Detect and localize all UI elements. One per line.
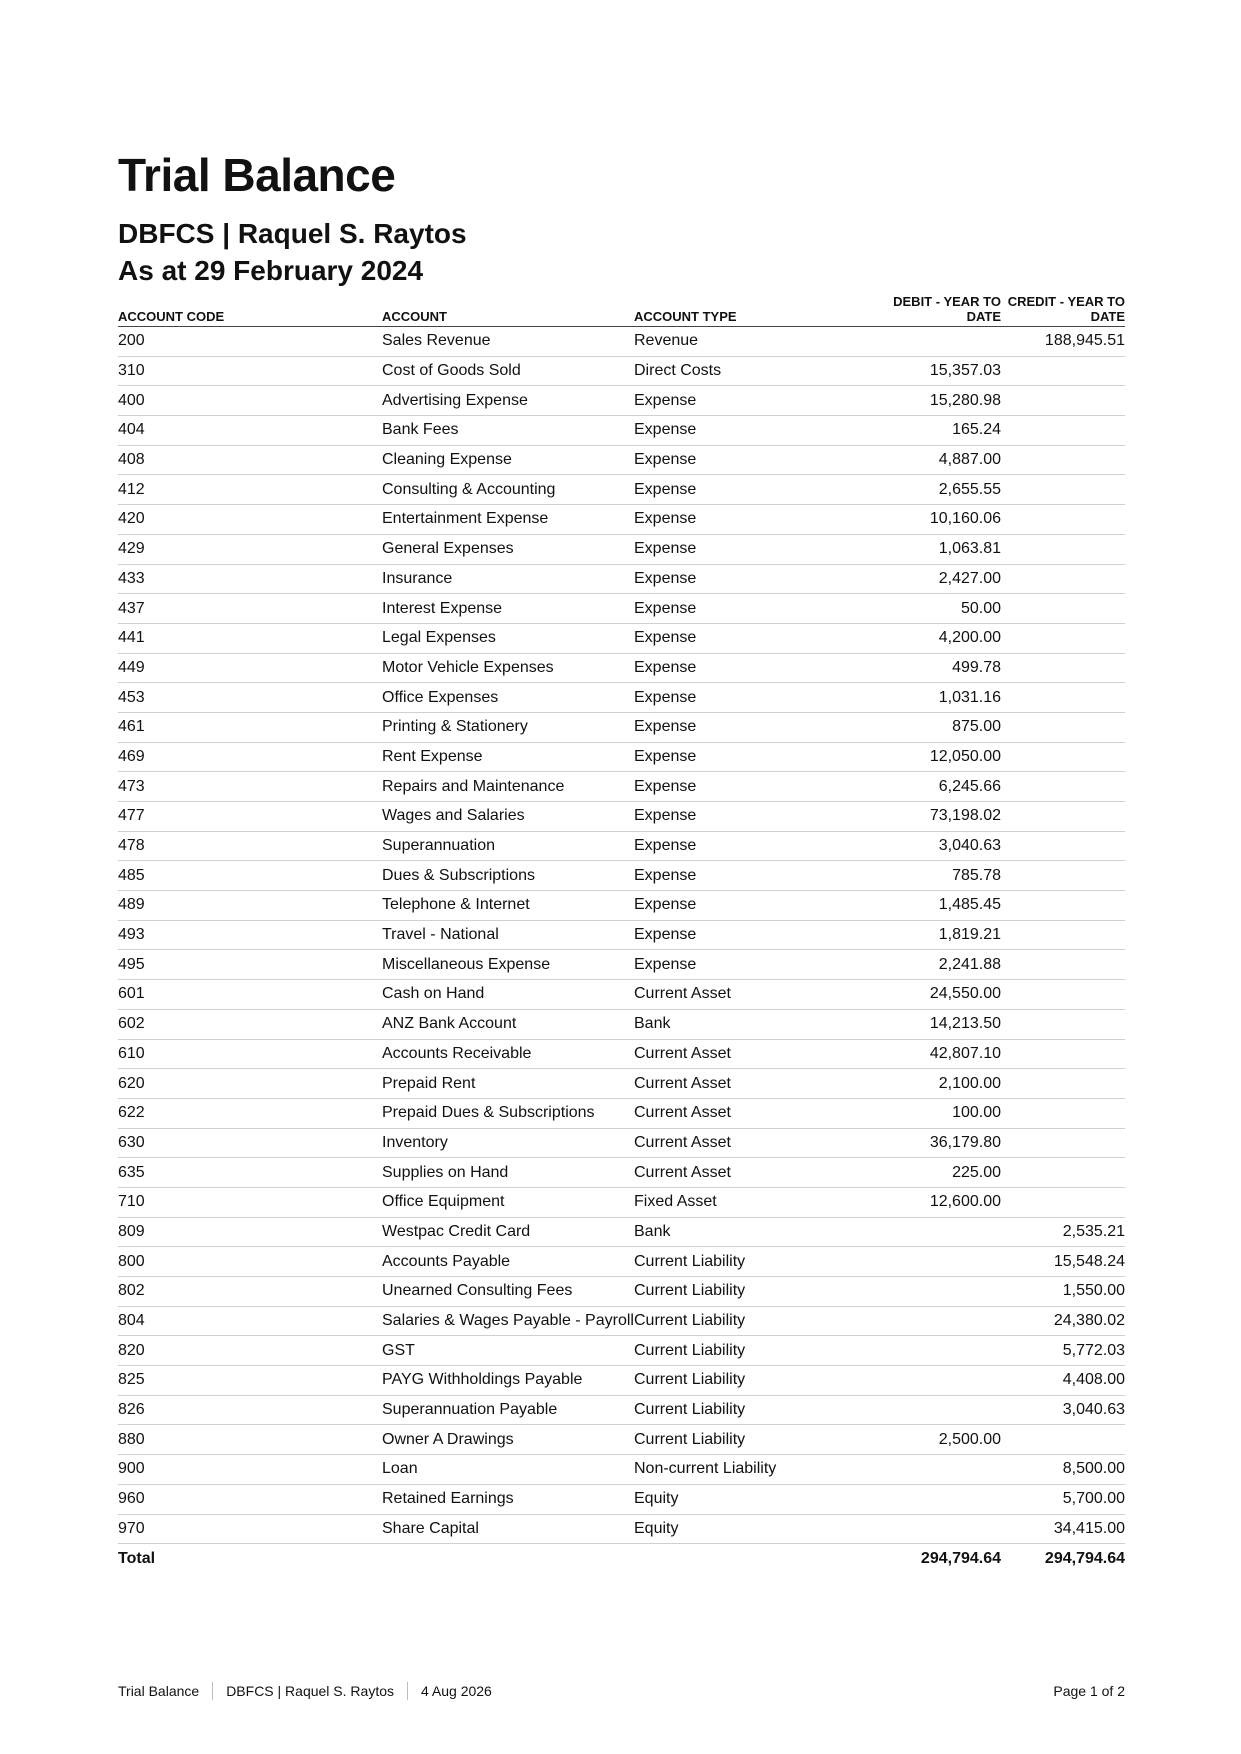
cell-credit: 4,408.00 — [1001, 1366, 1125, 1396]
cell-debit: 42,807.10 — [874, 1039, 1001, 1069]
cell-debit: 1,819.21 — [874, 920, 1001, 950]
cell-account-type: Current Liability — [634, 1306, 874, 1336]
table-row — [118, 1009, 1125, 1039]
cell-debit: 24,550.00 — [874, 980, 1001, 1010]
cell-account-name: Superannuation Payable — [382, 1395, 634, 1425]
cell-account-type: Expense — [634, 950, 874, 980]
cell-account-name: Telephone & Internet — [382, 891, 634, 921]
table-row — [118, 1187, 1125, 1217]
cell-account-type: Expense — [634, 712, 874, 742]
cell-debit: 4,887.00 — [874, 445, 1001, 475]
cell-account-name: Inventory — [382, 1128, 634, 1158]
footer-page-number: Page 1 of 2 — [1053, 1683, 1125, 1699]
cell-account-name: Cleaning Expense — [382, 445, 634, 475]
cell-account-type: Expense — [634, 505, 874, 535]
cell-credit — [1001, 356, 1125, 386]
cell-account-type: Fixed Asset — [634, 1187, 874, 1217]
cell-account-name: Consulting & Accounting — [382, 475, 634, 505]
cell-debit: 785.78 — [874, 861, 1001, 891]
cell-debit: 14,213.50 — [874, 1009, 1001, 1039]
cell-account-name: Loan — [382, 1455, 634, 1485]
cell-account-name: GST — [382, 1336, 634, 1366]
cell-debit: 100.00 — [874, 1098, 1001, 1128]
cell-credit: 34,415.00 — [1001, 1514, 1125, 1544]
table-row — [118, 1366, 1125, 1396]
cell-credit — [1001, 386, 1125, 416]
cell-account-code: 489 — [118, 891, 382, 921]
cell-account-name: Printing & Stationery — [382, 712, 634, 742]
cell-debit — [874, 1277, 1001, 1307]
footer-divider — [407, 1682, 408, 1700]
cell-debit: 6,245.66 — [874, 772, 1001, 802]
cell-credit — [1001, 1425, 1125, 1455]
cell-account-type: Bank — [634, 1009, 874, 1039]
cell-account-name: Share Capital — [382, 1514, 634, 1544]
cell-account-name: Unearned Consulting Fees — [382, 1277, 634, 1307]
cell-account-code: 400 — [118, 386, 382, 416]
cell-credit — [1001, 623, 1125, 653]
cell-account-type: Current Liability — [634, 1336, 874, 1366]
cell-account-name: Travel - National — [382, 920, 634, 950]
cell-account-type: Current Liability — [634, 1366, 874, 1396]
cell-account-code: 900 — [118, 1455, 382, 1485]
table-row — [118, 1336, 1125, 1366]
cell-credit: 15,548.24 — [1001, 1247, 1125, 1277]
cell-credit — [1001, 1069, 1125, 1099]
table-row — [118, 564, 1125, 594]
cell-account-code: 310 — [118, 356, 382, 386]
cell-account-code: 461 — [118, 712, 382, 742]
table-row — [118, 1158, 1125, 1188]
table-row — [118, 712, 1125, 742]
cell-debit: 1,031.16 — [874, 683, 1001, 713]
cell-debit — [874, 1217, 1001, 1247]
cell-account-type: Expense — [634, 416, 874, 446]
cell-account-code: 802 — [118, 1277, 382, 1307]
cell-credit — [1001, 712, 1125, 742]
cell-account-type: Current Liability — [634, 1247, 874, 1277]
cell-debit — [874, 1455, 1001, 1485]
cell-account-type: Equity — [634, 1514, 874, 1544]
cell-account-name: Entertainment Expense — [382, 505, 634, 535]
cell-account-type: Expense — [634, 653, 874, 683]
cell-debit — [874, 1514, 1001, 1544]
footer-date: 4 Aug 2026 — [421, 1683, 492, 1699]
table-row — [118, 327, 1125, 357]
header-credit: CREDIT - YEAR TO DATE — [1001, 288, 1125, 327]
cell-account-code: 804 — [118, 1306, 382, 1336]
cell-credit: 2,535.21 — [1001, 1217, 1125, 1247]
cell-credit — [1001, 980, 1125, 1010]
cell-debit: 165.24 — [874, 416, 1001, 446]
cell-account-name: Retained Earnings — [382, 1484, 634, 1514]
table-row — [118, 861, 1125, 891]
cell-account-code: 710 — [118, 1187, 382, 1217]
cell-account-name: Rent Expense — [382, 742, 634, 772]
cell-account-type: Expense — [634, 742, 874, 772]
cell-account-type: Expense — [634, 861, 874, 891]
cell-account-name: Repairs and Maintenance — [382, 772, 634, 802]
cell-credit — [1001, 1009, 1125, 1039]
cell-credit: 5,772.03 — [1001, 1336, 1125, 1366]
cell-account-name: Dues & Subscriptions — [382, 861, 634, 891]
cell-account-type: Current Asset — [634, 1098, 874, 1128]
table-row — [118, 1277, 1125, 1307]
cell-credit — [1001, 1128, 1125, 1158]
cell-debit: 12,600.00 — [874, 1187, 1001, 1217]
cell-debit: 4,200.00 — [874, 623, 1001, 653]
cell-debit: 12,050.00 — [874, 742, 1001, 772]
cell-debit: 10,160.06 — [874, 505, 1001, 535]
report-period: As at 29 February 2024 — [118, 255, 424, 286]
cell-debit — [874, 1366, 1001, 1396]
cell-account-type: Current Asset — [634, 980, 874, 1010]
cell-debit: 15,357.03 — [874, 356, 1001, 386]
table-row — [118, 1306, 1125, 1336]
table-body — [118, 327, 1125, 1573]
cell-account-type: Expense — [634, 772, 874, 802]
cell-credit — [1001, 475, 1125, 505]
table-row — [118, 1217, 1125, 1247]
cell-account-name: ANZ Bank Account — [382, 1009, 634, 1039]
cell-debit — [874, 1395, 1001, 1425]
cell-debit: 36,179.80 — [874, 1128, 1001, 1158]
cell-account-code: 809 — [118, 1217, 382, 1247]
cell-account-name: Accounts Payable — [382, 1247, 634, 1277]
entity-name: DBFCS | Raquel S. Raytos — [118, 218, 467, 249]
header-account-type: ACCOUNT TYPE — [634, 288, 874, 327]
cell-account-code: 453 — [118, 683, 382, 713]
table-row — [118, 1039, 1125, 1069]
table-row — [118, 772, 1125, 802]
cell-credit — [1001, 564, 1125, 594]
cell-account-name: Legal Expenses — [382, 623, 634, 653]
cell-credit — [1001, 1039, 1125, 1069]
table-row — [118, 1069, 1125, 1099]
footer-entity: DBFCS | Raquel S. Raytos — [226, 1683, 394, 1699]
cell-debit: 1,485.45 — [874, 891, 1001, 921]
cell-account-type: Current Liability — [634, 1277, 874, 1307]
cell-account-type: Current Asset — [634, 1039, 874, 1069]
cell-account-code: 630 — [118, 1128, 382, 1158]
cell-account-type: Non-current Liability — [634, 1455, 874, 1485]
cell-account-type: Expense — [634, 445, 874, 475]
cell-account-type: Expense — [634, 475, 874, 505]
cell-credit: 1,550.00 — [1001, 1277, 1125, 1307]
cell-credit — [1001, 891, 1125, 921]
table-row — [118, 1098, 1125, 1128]
cell-account-type: Expense — [634, 534, 874, 564]
cell-credit — [1001, 505, 1125, 535]
cell-debit: 2,500.00 — [874, 1425, 1001, 1455]
cell-account-type: Expense — [634, 831, 874, 861]
cell-account-name: Miscellaneous Expense — [382, 950, 634, 980]
cell-debit: 2,655.55 — [874, 475, 1001, 505]
cell-account-name: Wages and Salaries — [382, 802, 634, 832]
cell-debit — [874, 1247, 1001, 1277]
cell-account-type: Expense — [634, 623, 874, 653]
cell-account-code: 433 — [118, 564, 382, 594]
page-footer — [118, 1682, 1125, 1700]
cell-account-name: Sales Revenue — [382, 327, 634, 357]
cell-account-code: 408 — [118, 445, 382, 475]
cell-debit: 15,280.98 — [874, 386, 1001, 416]
table-row — [118, 950, 1125, 980]
cell-account-name: Salaries & Wages Payable - Payroll — [382, 1306, 634, 1336]
table-row — [118, 683, 1125, 713]
cell-credit: 24,380.02 — [1001, 1306, 1125, 1336]
cell-account-type: Current Liability — [634, 1425, 874, 1455]
cell-debit — [874, 1306, 1001, 1336]
table-row — [118, 534, 1125, 564]
cell-account-type: Equity — [634, 1484, 874, 1514]
table-row — [118, 802, 1125, 832]
cell-account-name: Motor Vehicle Expenses — [382, 653, 634, 683]
cell-account-type: Expense — [634, 564, 874, 594]
cell-debit: 73,198.02 — [874, 802, 1001, 832]
cell-credit — [1001, 445, 1125, 475]
cell-account-code: 469 — [118, 742, 382, 772]
cell-credit — [1001, 1158, 1125, 1188]
cell-account-code: 404 — [118, 416, 382, 446]
cell-account-name: Westpac Credit Card — [382, 1217, 634, 1247]
cell-credit: 5,700.00 — [1001, 1484, 1125, 1514]
cell-credit — [1001, 742, 1125, 772]
table-row — [118, 386, 1125, 416]
report-page — [118, 0, 1125, 1754]
footer-divider — [212, 1682, 213, 1700]
cell-account-name: General Expenses — [382, 534, 634, 564]
table-row — [118, 1514, 1125, 1544]
cell-credit — [1001, 772, 1125, 802]
table-row — [118, 445, 1125, 475]
cell-account-code: 473 — [118, 772, 382, 802]
table-row — [118, 891, 1125, 921]
cell-account-type: Bank — [634, 1217, 874, 1247]
cell-credit: 8,500.00 — [1001, 1455, 1125, 1485]
cell-debit — [874, 327, 1001, 357]
cell-account-name: Interest Expense — [382, 594, 634, 624]
cell-credit: 3,040.63 — [1001, 1395, 1125, 1425]
cell-account-type: Expense — [634, 594, 874, 624]
cell-account-name: PAYG Withholdings Payable — [382, 1366, 634, 1396]
table-row — [118, 416, 1125, 446]
header-account: ACCOUNT — [382, 288, 634, 327]
table-row — [118, 594, 1125, 624]
total-row — [118, 1544, 1125, 1573]
table-row — [118, 1425, 1125, 1455]
table-row — [118, 505, 1125, 535]
cell-debit: 50.00 — [874, 594, 1001, 624]
cell-account-name: Insurance — [382, 564, 634, 594]
cell-account-type: Expense — [634, 386, 874, 416]
cell-account-name: Supplies on Hand — [382, 1158, 634, 1188]
cell-account-name: Prepaid Dues & Subscriptions — [382, 1098, 634, 1128]
cell-account-type: Direct Costs — [634, 356, 874, 386]
cell-debit: 1,063.81 — [874, 534, 1001, 564]
table-row — [118, 831, 1125, 861]
cell-account-code: 441 — [118, 623, 382, 653]
cell-debit — [874, 1484, 1001, 1514]
cell-credit — [1001, 416, 1125, 446]
cell-account-code: 412 — [118, 475, 382, 505]
cell-account-type: Revenue — [634, 327, 874, 357]
cell-account-code: 495 — [118, 950, 382, 980]
total-credit: 294,794.64 — [1044, 1549, 1125, 1567]
cell-debit: 2,241.88 — [874, 950, 1001, 980]
cell-credit — [1001, 653, 1125, 683]
cell-account-name: Prepaid Rent — [382, 1069, 634, 1099]
cell-account-code: 478 — [118, 831, 382, 861]
table-row — [118, 653, 1125, 683]
cell-account-type: Expense — [634, 891, 874, 921]
cell-credit — [1001, 802, 1125, 832]
cell-debit — [874, 1336, 1001, 1366]
cell-debit: 875.00 — [874, 712, 1001, 742]
cell-account-code: 602 — [118, 1009, 382, 1039]
cell-credit — [1001, 534, 1125, 564]
cell-debit: 499.78 — [874, 653, 1001, 683]
table-row — [118, 475, 1125, 505]
table-row — [118, 1128, 1125, 1158]
table-row — [118, 1484, 1125, 1514]
cell-debit: 2,100.00 — [874, 1069, 1001, 1099]
cell-credit — [1001, 950, 1125, 980]
table-row — [118, 1247, 1125, 1277]
footer-report-name: Trial Balance — [118, 1683, 200, 1699]
cell-debit: 225.00 — [874, 1158, 1001, 1188]
cell-account-name: Cost of Goods Sold — [382, 356, 634, 386]
table-row — [118, 1455, 1125, 1485]
cell-account-code: 610 — [118, 1039, 382, 1069]
cell-credit — [1001, 861, 1125, 891]
header-debit: DEBIT - YEAR TO DATE — [874, 288, 1001, 327]
cell-account-type: Expense — [634, 920, 874, 950]
cell-account-code: 429 — [118, 534, 382, 564]
cell-account-code: 825 — [118, 1366, 382, 1396]
table-row — [118, 1395, 1125, 1425]
cell-account-name: Accounts Receivable — [382, 1039, 634, 1069]
cell-account-type: Current Asset — [634, 1128, 874, 1158]
total-spacer — [634, 1544, 874, 1573]
cell-account-type: Current Asset — [634, 1069, 874, 1099]
cell-credit: 188,945.51 — [1001, 327, 1125, 357]
cell-account-type: Expense — [634, 802, 874, 832]
cell-account-name: Bank Fees — [382, 416, 634, 446]
cell-credit — [1001, 1098, 1125, 1128]
cell-account-code: 200 — [118, 327, 382, 357]
cell-credit — [1001, 683, 1125, 713]
cell-account-code: 493 — [118, 920, 382, 950]
cell-account-code: 449 — [118, 653, 382, 683]
cell-account-code: 622 — [118, 1098, 382, 1128]
cell-account-type: Expense — [634, 683, 874, 713]
cell-account-code: 820 — [118, 1336, 382, 1366]
total-label: Total — [118, 1549, 156, 1567]
cell-account-code: 826 — [118, 1395, 382, 1425]
cell-account-code: 635 — [118, 1158, 382, 1188]
cell-credit — [1001, 920, 1125, 950]
cell-credit — [1001, 831, 1125, 861]
cell-debit: 2,427.00 — [874, 564, 1001, 594]
trial-balance-table — [118, 288, 1125, 1573]
cell-credit — [1001, 1187, 1125, 1217]
cell-account-name: Office Equipment — [382, 1187, 634, 1217]
cell-account-type: Current Liability — [634, 1395, 874, 1425]
cell-debit: 3,040.63 — [874, 831, 1001, 861]
cell-account-code: 437 — [118, 594, 382, 624]
total-spacer — [382, 1544, 634, 1573]
table-header-row — [118, 288, 1125, 327]
table-row — [118, 623, 1125, 653]
cell-account-type: Current Asset — [634, 1158, 874, 1188]
cell-account-code: 880 — [118, 1425, 382, 1455]
cell-account-name: Cash on Hand — [382, 980, 634, 1010]
cell-account-code: 477 — [118, 802, 382, 832]
cell-account-code: 485 — [118, 861, 382, 891]
cell-account-name: Advertising Expense — [382, 386, 634, 416]
cell-account-name: Office Expenses — [382, 683, 634, 713]
cell-account-code: 800 — [118, 1247, 382, 1277]
header-account-code: ACCOUNT CODE — [118, 288, 382, 327]
cell-account-code: 970 — [118, 1514, 382, 1544]
table-row — [118, 920, 1125, 950]
cell-account-name: Owner A Drawings — [382, 1425, 634, 1455]
table-row — [118, 356, 1125, 386]
cell-account-code: 960 — [118, 1484, 382, 1514]
cell-credit — [1001, 594, 1125, 624]
cell-account-code: 420 — [118, 505, 382, 535]
table-row — [118, 742, 1125, 772]
cell-account-name: Superannuation — [382, 831, 634, 861]
report-title: Trial Balance — [118, 149, 396, 201]
total-debit: 294,794.64 — [920, 1549, 1001, 1567]
cell-account-code: 620 — [118, 1069, 382, 1099]
table-row — [118, 980, 1125, 1010]
cell-account-code: 601 — [118, 980, 382, 1010]
